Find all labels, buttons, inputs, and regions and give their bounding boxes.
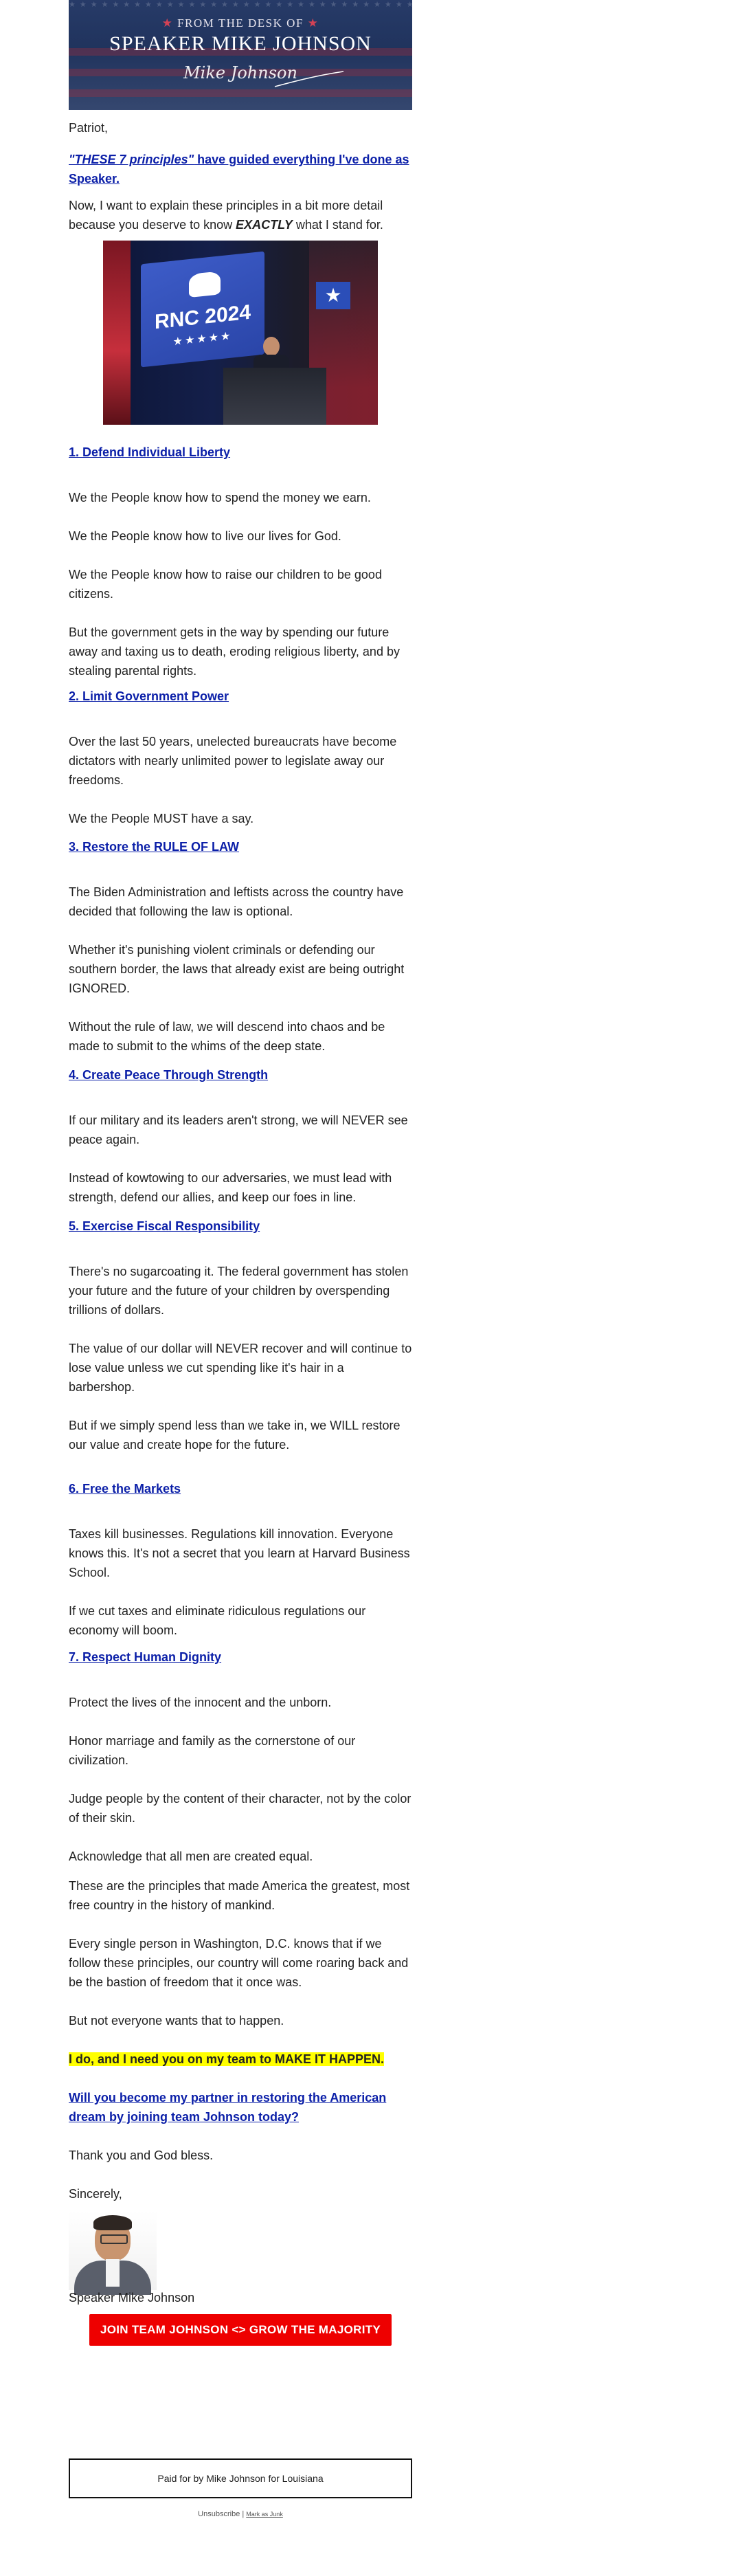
podium [223,368,326,425]
paragraph: We the People know how to raise our children to be good citizens. [69,568,382,601]
unsubscribe-link[interactable]: Unsubscribe [198,2510,240,2518]
header-banner [69,0,744,110]
paragraph: But if we simply spend less than we take in, we WILL restore our value and create hope for the future. [69,1419,401,1452]
paragraph: But not everyone wants that to happen. [69,2014,284,2028]
principle-6 [69,1479,412,1640]
principles-link-quoted[interactable]: "THESE 7 principles" [69,153,194,166]
flag-stars-field: ★★★★★★★★★★★★★★★★★★★★★★★★★★★★★★★★★★★★★★★★★★★★★★★★★★★★★★★★★★★★★★ [69,1,744,9]
intro-text-end: what I stand for. [292,218,383,232]
principle-heading[interactable]: 5. Exercise Fiscal Responsibility [69,1219,260,1233]
principle-3 [69,837,412,1056]
star-icon: ★ [307,16,319,30]
rnc-sign-text: RNC 2024 [154,300,251,334]
intro-emphasis: EXACTLY [236,218,293,232]
paid-for-box [69,2458,412,2498]
principle-heading[interactable]: 6. Free the Markets [69,1482,181,1496]
closing [69,1876,412,2203]
principle-7 [69,1647,412,1866]
banner-line1: FROM THE DESK OF [177,16,304,30]
join-link[interactable]: Will you become my partner in restoring the American dream by joining team Johnson today? [69,2091,387,2124]
principle-1 [69,443,412,680]
elephant-icon [189,271,221,298]
rnc-sign [141,252,264,368]
paragraph: Acknowledge that all men are created equal. [69,1850,313,1863]
paragraph: Over the last 50 years, unelected bureaucrats have become dictators with nearly unlimited power to legislate away our freedoms. [69,735,397,787]
principle-heading[interactable]: 3. Restore the RULE OF LAW [69,840,240,854]
paragraph: Taxes kill businesses. Regulations kill innovation. Everyone knows this. It's not a secret that you learn at Harvard Business School. [69,1527,410,1579]
paragraph: We the People know how to live our lives for God. [69,529,341,543]
sincerely: Sincerely, [69,2187,122,2201]
paragraph: But the government gets in the way by spending our future away and taxing us to death, eroding religious liberty, and by stealing parental rights. [69,625,400,678]
paid-for-text: Paid for by Mike Johnson for Louisiana [157,2473,324,2484]
paragraph: Without the rule of law, we will descend into chaos and be made to submit to the whims of the deep state. [69,1020,385,1053]
principles-link-text[interactable]: have guided everything I've done as Speaker. [69,153,409,186]
highlight-text: I do, and I need you on my team to MAKE IT HAPPEN. [69,2052,385,2066]
unsubscribe-line [69,2510,412,2518]
paragraph: We the People MUST have a say. [69,812,254,825]
signature-flourish [69,0,744,110]
paragraph: We the People know how to spend the money we earn. [69,491,371,504]
speaker-headshot [69,2211,157,2290]
paragraph: Protect the lives of the innocent and the unborn. [69,1696,332,1709]
star-screen: ★ [316,282,350,309]
paragraph: If we cut taxes and eliminate ridiculous regulations our economy will boom. [69,1604,366,1637]
banner-title: SPEAKER MIKE JOHNSON [109,32,372,55]
paragraph: Honor marriage and family as the cornerstone of our civilization. [69,1734,356,1767]
stage-red-glow [103,241,131,425]
separator: | [240,2510,247,2518]
paragraph: The Biden Administration and leftists across the country have decided that following the law is optional. [69,885,404,918]
principle-heading[interactable]: 4. Create Peace Through Strength [69,1068,269,1082]
paragraph: Instead of kowtowing to our adversaries, we must lead with strength, defend our allies, and keep our foes in line. [69,1171,392,1204]
star-icon: ★ [161,16,174,30]
join-link-paragraph[interactable] [69,2088,412,2127]
principle-4 [69,1065,412,1207]
signature: Mike Johnson [183,63,297,82]
intro-text: Now, I want to explain these principles in a bit more detail because you deserve to know [69,199,383,232]
paragraph: The value of our dollar will NEVER recover and will continue to lose value unless we cut spending like it's hair in a barbershop. [69,1342,412,1394]
principle-5 [69,1217,412,1454]
principles-link[interactable] [69,153,409,186]
mark-junk-link[interactable]: Mark as Junk [246,2511,283,2518]
paragraph: Every single person in Washington, D.C. knows that if we follow these principles, our country will come roaring back and be the bastion of freedom that it once was. [69,1937,409,1989]
paragraph: These are the principles that made America the greatest, most free country in the history of mankind. [69,1879,410,1912]
paragraph: Judge people by the content of their character, not by the color of their skin. [69,1792,412,1825]
principle-heading[interactable]: 7. Respect Human Dignity [69,1650,222,1664]
thanks: Thank you and God bless. [69,2148,214,2162]
paragraph: If our military and its leaders aren't strong, we will NEVER see peace again. [69,1113,408,1146]
principle-2 [69,687,412,828]
paragraph: There's no sugarcoating it. The federal government has stolen your future and the future of your children by overspending trillions of dollars. [69,1265,409,1317]
join-team-button[interactable]: JOIN TEAM JOHNSON <> GROW THE MAJORITY [89,2314,392,2346]
rnc-sign-stars: ★★★★★ [172,330,233,348]
principle-heading[interactable]: 2. Limit Government Power [69,689,229,703]
principle-heading[interactable]: 1. Defend Individual Liberty [69,445,231,459]
paragraph: Whether it's punishing violent criminals or defending our southern border, the laws that already exist are being outright IGNORED. [69,943,405,995]
intro-paragraph [69,196,412,234]
sender-name: Speaker Mike Johnson [69,2291,195,2305]
highlight-callout [69,2050,412,2069]
rnc-speech-photo [103,241,378,425]
intro-link[interactable] [69,150,412,188]
greeting: Patriot, [69,121,109,135]
